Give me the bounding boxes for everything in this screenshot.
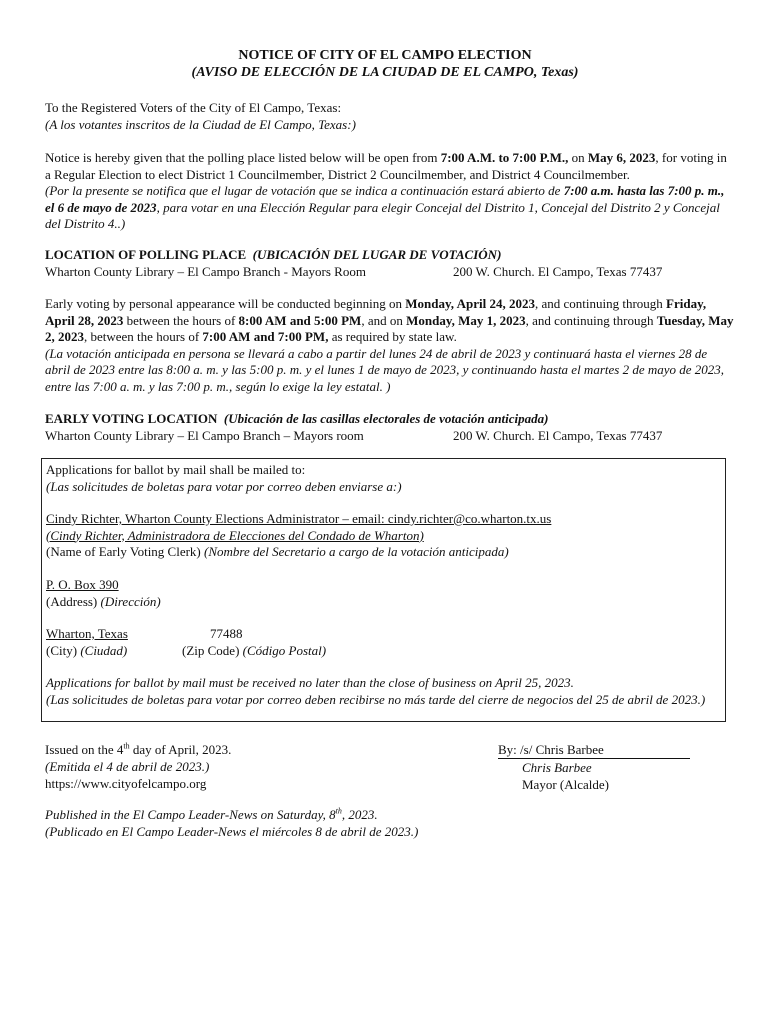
zip-label-en: (Zip Code) xyxy=(182,643,243,658)
notice-text-es: (Por la presente se notifica que el lugar de votación que se indica a continuación estará abierto de xyxy=(45,183,564,198)
polling-place: Wharton County Library – El Campo Branch - Mayors Room xyxy=(45,263,366,279)
address-label-es: (Dirección) xyxy=(100,593,161,609)
early-date: Friday, April 28, 2023 xyxy=(45,296,707,328)
mail-intro-es: (Las solicitudes de boletas para votar por correo deben enviarse a:) xyxy=(46,478,402,494)
published-text: Published in the El Campo Leader-News on Saturday, 8 xyxy=(45,807,336,822)
notice-text: on xyxy=(568,150,588,165)
notice-text-es: , para votar en una Elección Regular para elegir Concejal del Distrito 1, Concejal del Distrito 2 y Concejal del Distrito 4..) xyxy=(45,199,720,231)
signature-block xyxy=(498,741,698,793)
greeting-es: (A los votantes inscritos de la Ciudad de El Campo, Texas:) xyxy=(45,116,356,132)
early-date: Monday, May 1, 2023 xyxy=(406,312,526,328)
early-location-heading-en: EARLY VOTING LOCATION xyxy=(45,411,218,426)
issued-text: Issued on the 4 xyxy=(45,742,124,757)
city-value: Wharton, Texas xyxy=(46,626,128,641)
city-zip-labels xyxy=(46,643,722,660)
early-text: , and on xyxy=(361,312,407,328)
city-label-es: (Ciudad) xyxy=(80,643,128,658)
city-zip-values xyxy=(46,626,722,643)
issued-text: day of April, 2023. xyxy=(129,742,232,757)
early-location-heading-es: (Ubicación de las casillas electorales de votación anticipada) xyxy=(223,411,549,426)
issued-date xyxy=(45,741,465,758)
address-label-en: (Address) xyxy=(46,593,101,609)
address-block xyxy=(46,577,722,610)
notice-paragraph xyxy=(45,150,735,233)
mail-intro-en: Applications for ballot by mail shall be mailed to: xyxy=(46,462,306,477)
mail-deadline-es: (Las solicitudes de boletas para votar por correo deben recibirse no más tarde del cierre de negocios del 25 de abril de 2023.) xyxy=(46,691,706,707)
greeting-en: To the Registered Voters of the City of El Campo, Texas: xyxy=(45,100,342,115)
greeting xyxy=(45,100,735,133)
published-es: (Publicado en El Campo Leader-News el miércoles 8 de abril de 2023.) xyxy=(45,824,419,839)
address-label xyxy=(46,594,722,611)
notice-es xyxy=(45,183,735,233)
early-voting-en xyxy=(45,296,735,346)
zip-value: 77488 xyxy=(210,626,243,641)
early-text: , and continuing through xyxy=(534,296,667,311)
published-sup: th xyxy=(335,806,342,816)
notice-title-spanish: (AVISO DE ELECCIÓN DE LA CIUDAD DE EL CAMPO, Texas) xyxy=(191,65,579,80)
polling-heading xyxy=(45,247,735,264)
clerk-label-en: (Name of Early Voting Clerk) xyxy=(46,544,205,559)
published-en xyxy=(45,806,735,823)
issued-block xyxy=(45,741,465,792)
polling-hours-es: 7:00 a.m. hasta las 7:00 p. m., el 6 de mayo de 2023 xyxy=(45,183,725,215)
polling-heading-es: (UBICACIÓN DEL LUGAR DE VOTACIÓN) xyxy=(252,247,502,262)
clerk-label xyxy=(46,544,722,561)
mail-ballot-box xyxy=(41,458,726,722)
notice-text: Notice is hereby given that the polling place listed below will be open from xyxy=(45,150,441,165)
early-location-heading xyxy=(45,411,735,428)
signature-line: By: /s/ Chris Barbee xyxy=(498,741,690,759)
polling-place-section xyxy=(45,247,735,281)
po-box: P. O. Box 390 xyxy=(46,577,119,592)
early-location-row xyxy=(45,428,735,445)
issued-sup: th xyxy=(123,741,130,751)
early-text: between the hours of xyxy=(123,312,239,328)
mail-deadline xyxy=(46,675,722,708)
early-location-address: 200 W. Church. El Campo, Texas 77437 xyxy=(453,427,663,443)
clerk-block xyxy=(46,511,722,561)
early-voting-es: (La votación anticipada en persona se llevará a cabo a partir del lunes 24 de abril de 2023 y continuará hasta el viernes 28 de abril de 2023 entre las 8:00 a. m. y las 5:00 p. m. y el lunes 1 de mayo de 2023, y continuando hasta el martes 2 de mayo de 2023, entre las 7:00 a. m. y las 7:00 p. m., según lo exige la ley estatal. ) xyxy=(45,345,725,394)
early-location-place: Wharton County Library – El Campo Branch – Mayors room xyxy=(45,427,364,443)
early-text: , between the hours of xyxy=(84,329,203,344)
polling-location-row xyxy=(45,264,735,281)
city-website-link[interactable]: https://www.cityofelcampo.org xyxy=(45,776,207,791)
early-text: Early voting by personal appearance will be conducted beginning on xyxy=(45,296,406,311)
city-label xyxy=(46,643,127,658)
polling-hours: 7:00 A.M. to 7:00 P.M., xyxy=(440,150,569,165)
polling-address: 200 W. Church. El Campo, Texas 77437 xyxy=(453,263,663,279)
early-voting-paragraph xyxy=(45,296,735,395)
published-block xyxy=(45,806,735,840)
city-zip-block xyxy=(46,626,722,660)
mail-intro xyxy=(46,462,722,495)
early-date: Tuesday, May 2, 2023 xyxy=(45,312,734,344)
polling-heading-en: LOCATION OF POLLING PLACE xyxy=(45,247,247,262)
notice-title: NOTICE OF CITY OF EL CAMPO ELECTION xyxy=(238,48,532,63)
city-label-en: (City) xyxy=(46,643,81,658)
early-text: as required by state law. xyxy=(328,329,457,344)
zip-label-es: (Código Postal) xyxy=(242,643,327,658)
mail-deadline-en: Applications for ballot by mail must be received no later than the close of business on April 25, 2023. xyxy=(46,675,574,690)
signer-title: Mayor (Alcalde) xyxy=(522,777,609,792)
early-date: Monday, April 24, 2023 xyxy=(405,296,535,311)
election-date: May 6, 2023 xyxy=(587,150,656,165)
signer-name: Chris Barbee xyxy=(522,760,592,775)
published-text: , 2023. xyxy=(341,807,378,822)
early-voting-location-section xyxy=(45,411,735,445)
clerk-name-email: Cindy Richter, Wharton County Elections Administrator – email: cindy.richter@co.wharton.tx.us xyxy=(46,511,552,526)
notice-text: , for voting in a Regular Election to elect District 1 Councilmember, District 2 Councilmember, and District 4 Councilmember. xyxy=(45,150,727,182)
clerk-label-es: (Nombre del Secretario a cargo de la votación anticipada) xyxy=(204,544,509,559)
clerk-name-es: (Cindy Richter, Administradora de Elecciones del Condado de Wharton) xyxy=(46,527,424,543)
zip-label xyxy=(182,643,326,660)
issued-date-es: (Emitida el 4 de abril de 2023.) xyxy=(45,759,210,774)
early-hours: 7:00 AM and 7:00 PM, xyxy=(202,329,329,344)
early-hours: 8:00 AM and 5:00 PM xyxy=(238,312,362,328)
notice-en xyxy=(45,150,735,183)
early-text: , and continuing through xyxy=(525,312,657,328)
